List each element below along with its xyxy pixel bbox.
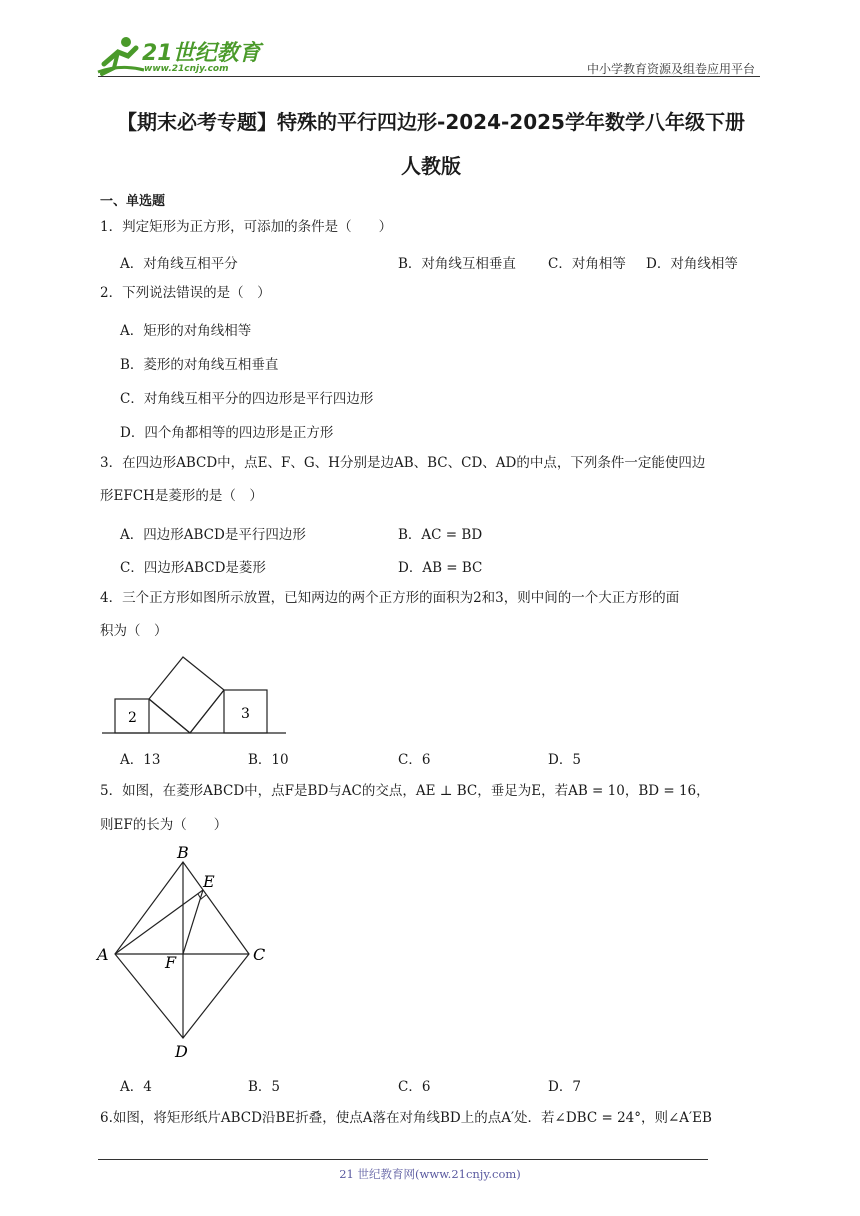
point-f-label: F [165, 953, 177, 972]
title-line-1: 【期末必考专题】特殊的平行四边形-2024-2025学年数学八年级下册 [117, 110, 745, 134]
question-1-stem: 1．判定矩形为正方形，可添加的条件是（ ） [100, 219, 393, 235]
q4-option-b: B．10 [248, 752, 289, 768]
point-e-label: E [203, 872, 215, 891]
q5-option-c: C．6 [398, 1079, 431, 1095]
question-5-stem-line-2: 则EF的长为（ ） [100, 817, 228, 833]
question-5-stem-line-1: 5．如图，在菱形ABCD中，点F是BD与AC的交点，AE ⊥ BC，垂足为E，若AB = 10，BD = 16， [100, 783, 710, 799]
document-title [100, 100, 762, 188]
q3-option-d: D．AB = BC [398, 560, 483, 576]
header-platform-text: 中小学教育资源及组卷应用平台 [586, 62, 755, 76]
q1-option-b: B．对角线互相垂直 [398, 256, 516, 272]
section-heading: 一、单选题 [100, 194, 166, 209]
title-line-2: 人教版 [401, 154, 461, 178]
q3-option-b: B．AC = BD [398, 527, 483, 543]
logo-text: 21世纪教育 [142, 41, 261, 66]
q5-option-b: B．5 [248, 1079, 281, 1095]
square-left-label: 2 [128, 710, 137, 726]
footer-text: 21 世纪教育网(www.21cnjy.com) [339, 1167, 521, 1181]
q2-option-d: D．四个角都相等的四边形是正方形 [120, 425, 334, 441]
q1-option-c: C．对角相等 [548, 256, 626, 272]
q4-option-c: C．6 [398, 752, 431, 768]
rhombus-abcd [115, 862, 249, 1038]
point-c-label: C [253, 945, 266, 964]
q2-option-c: C．对角线互相平分的四边形是平行四边形 [120, 391, 374, 407]
question-3-stem-line-1: 3．在四边形ABCD中，点E、F、G、H分别是边AB、BC、CD、AD的中点，下列条件一定能使四边 [100, 455, 706, 471]
point-b-label: B [177, 843, 189, 862]
rhombus-figure [95, 842, 275, 1064]
square-right-label: 3 [241, 706, 250, 722]
q4-option-d: D．5 [548, 752, 581, 768]
header-divider [98, 76, 760, 77]
question-6-stem-line-1: 6.如图，将矩形纸片ABCD沿BE折叠，使点A落在对角线BD上的点A′处．若∠DBC = 24°，则∠A′EB [100, 1110, 712, 1126]
q2-option-a: A．矩形的对角线相等 [120, 323, 252, 339]
point-a-label: A [97, 945, 109, 964]
q3-option-c: C．四边形ABCD是菱形 [120, 560, 266, 576]
q1-option-a: A．对角线互相平分 [120, 256, 238, 272]
square-middle [149, 657, 224, 733]
question-3-stem-line-2: 形EFCH是菱形的是（ ） [100, 488, 263, 504]
point-d-label: D [175, 1042, 188, 1061]
question-2-stem: 2．下列说法错误的是（ ） [100, 285, 271, 301]
runner-logo-icon [96, 34, 146, 78]
q4-option-a: A．13 [120, 752, 161, 768]
q1-option-d: D．对角线相等 [646, 256, 738, 272]
question-4-stem-line-1: 4．三个正方形如图所示放置，已知两边的两个正方形的面积为2和3，则中间的一个大正方形的面 [100, 590, 680, 606]
q5-option-d: D．7 [548, 1079, 581, 1095]
logo-url: www.21cnjy.com [144, 64, 229, 74]
q2-option-b: B．菱形的对角线互相垂直 [120, 357, 279, 373]
three-squares-figure [100, 652, 290, 738]
footer-divider [98, 1159, 708, 1160]
q5-option-a: A．4 [120, 1079, 152, 1095]
question-4-stem-line-2: 积为（ ） [100, 623, 168, 639]
q3-option-a: A．四边形ABCD是平行四边形 [120, 527, 306, 543]
